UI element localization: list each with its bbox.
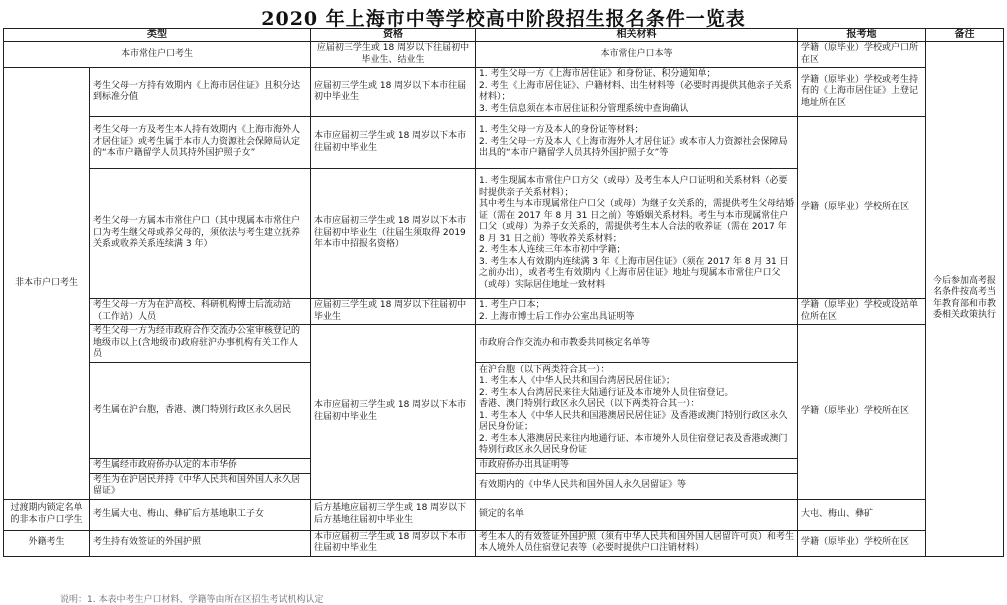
qualification-cell: 本市应届初三学生或 18 周岁以下本市往届初中毕业生 — [311, 530, 476, 556]
table-row — [4, 42, 1004, 68]
admission-table — [3, 28, 1003, 557]
materials-cell: 1. 考生父母一方及本人的身份证等材料； 2. 考生父母一方及本人《上海市海外人才居住证》或本市人力资源社会保障局出具的“本市户籍留学人员其持外国护照子女”等 — [476, 117, 798, 169]
qualification-cell: 本市应届初三学生或 18 周岁以下本市往届初中毕业生 — [311, 117, 476, 169]
place-cell: 大屯、梅山、彝矿 — [798, 499, 926, 530]
type-cell: 考生持有效签证的外国护照 — [90, 530, 311, 556]
table-row — [4, 299, 1004, 325]
place-cell: 学籍（原毕业）学校所在区 — [798, 530, 926, 556]
type-cell: 考生属经市政府侨办认定的本市华侨 — [90, 459, 311, 474]
group-label-cell: 过渡期内锁定名单的非本市户口学生 — [4, 499, 90, 530]
place-cell: 学籍（原毕业）学校或设站单位所在区 — [798, 299, 926, 325]
page-title: 2020 年上海市中等学校高中阶段招生报名条件一览表 — [261, 8, 746, 30]
place-cell: 学籍（原毕业）学校所在区 — [798, 117, 926, 299]
qualification-cell: 应届初三学生或 18 周岁以下往届初中毕业生 — [311, 299, 476, 325]
materials-cell: 锁定的名单 — [476, 499, 798, 530]
materials-cell: 市政府合作交流办和市教委共同核定名单等 — [476, 325, 798, 363]
type-cell: 本市常住户口考生 — [4, 42, 311, 68]
materials-cell: 市政府侨办出具证明等 — [476, 459, 798, 474]
materials-cell: 1. 考生户口本； 2. 上海市博士后工作办公室出具证明等 — [476, 299, 798, 325]
type-cell: 考生属大屯、梅山、彝矿后方基地职工子女 — [90, 499, 311, 530]
type-cell: 考生父母一方及考生本人持有效期内《上海市海外人才居住证》或考生属于本市人力资源社会保障局认定的“本市户籍留学人员其持外国护照子女” — [90, 117, 311, 169]
place-cell: 学籍（原毕业）学校或户口所在区 — [798, 42, 926, 68]
type-cell: 考生父母一方属本市常住户口（其中现属本市常住户口为考生继父母或养父母的，须依法与考生建立抚养关系或收养关系连续满 3 年） — [90, 169, 311, 299]
type-cell: 考生父母一方持有效期内《上海市居住证》且积分达到标准分值 — [90, 68, 311, 117]
header-materials: 相关材料 — [476, 29, 798, 42]
remark-cell: 今后参加高考报名条件按高考当年教育部和市教委相关政策执行 — [926, 42, 1004, 557]
materials-cell: 1. 考生父母一方《上海市居住证》和身份证、积分通知单； 2. 考生《上海市居住证》、户籍材料、出生材料等（必要时再提供其他亲子关系材料）； 3. 考生信息须在本市居住证积分管理系统中查询确认 — [476, 68, 798, 117]
materials-cell: 1. 考生现属本市常住户口方父（或母）及考生本人户口证明和关系材料（必要时提供亲子关系材料）； 其中考生与本市现属常住户口父（或母）为继子女关系的，需提供考生父母结婚证（需在 2017 年 8 月 31 日之前）等婚姻关系材料。考生与本市现属常住户口父（或母）为养子女关系的，需提供考生本人合法的收养证（需在 2017 年 8 月 31 日之前）等收养关系材料； 2. 考生本人连续三年本市初中学籍； 3. 考生本人有效期内连续满 3 年《上海市居住证》（须在 2017 年 8 月 31 日之前办出），或者考生有效期内《上海市居住证》地址与现属本市常住户口父（或母）实际居住地址一致材料 — [476, 169, 798, 299]
type-cell: 考生父母一方为经市政府合作交流办公室审核登记的地级市以上(含地级市)政府驻沪办事机构有关工作人员 — [90, 325, 311, 363]
materials-cell: 有效期内的《中华人民共和国外国人永久居留证》等 — [476, 473, 798, 499]
qualification-cell: 应届初三学生或 18 周岁以下往届初中毕业生、结业生 — [311, 42, 476, 68]
table-row — [4, 325, 1004, 363]
header-type: 类型 — [4, 29, 311, 42]
type-cell: 考生属在沪台胞，香港、澳门特别行政区永久居民 — [90, 363, 311, 459]
place-cell: 学籍（原毕业）学校或考生持有的《上海市居住证》上登记地址所在区 — [798, 68, 926, 117]
table-row — [4, 530, 1004, 556]
qualification-cell: 应届初三学生或 18 周岁以下本市往届初中毕业生 — [311, 68, 476, 117]
materials-cell: 本市常住户口本等 — [476, 42, 798, 68]
header-place: 报考地 — [798, 29, 926, 42]
header-remark: 备注 — [926, 29, 1004, 42]
qualification-cell: 后方基地应届初三学生或 18 周岁以下后方基地往届初中毕业生 — [311, 499, 476, 530]
table-header-row — [4, 29, 1004, 42]
group-label-cell: 外籍考生 — [4, 530, 90, 556]
materials-cell: 考生本人的有效签证外国护照（须有中华人民共和国外国人居留许可页）和考生本人境外人员住宿登记表等（必要时提供户口注销材料） — [476, 530, 798, 556]
place-cell: 学籍（原毕业）学校所在区 — [798, 325, 926, 500]
qualification-cell: 本市应届初三学生或 18 周岁以下本市往届初中毕业生（往届生须取得 2019 年本市中招报名资格） — [311, 169, 476, 299]
header-qualification: 资格 — [311, 29, 476, 42]
materials-cell: 在沪台胞（以下两类符合其一）： 1. 考生本人《中华人民共和国台湾居民居住证》； 2. 考生本人台湾居民来往大陆通行证及本市境外人员住宿登记。 香港、澳门特别行政区永久居民（以下两类符合其一）： 1. 考生本人《中华人民共和国港澳居民居住证》及香港或澳门特别行政区永久居民身份证； 2. 考生本人港澳居民来往内地通行证、本市境外人员住宿登记表及香港或澳门特别行政区永久居民身份证 — [476, 363, 798, 459]
footnote-text: 说明：1. 本表中考生户口材料、学籍等由所在区招生考试机构认定 — [60, 595, 324, 605]
qualification-cell: 本市应届初三学生或 18 周岁以下本市往届初中毕业生 — [311, 325, 476, 500]
table-row — [4, 68, 1004, 117]
type-cell: 考生为在沪居民并持《中华人民共和国外国人永久居留证》 — [90, 473, 311, 499]
type-cell: 考生父母一方为在沪高校、科研机构博士后流动站（工作站）人员 — [90, 299, 311, 325]
group-label-cell: 非本市户口考生 — [4, 68, 90, 500]
table-row — [4, 499, 1004, 530]
table-row — [4, 117, 1004, 169]
